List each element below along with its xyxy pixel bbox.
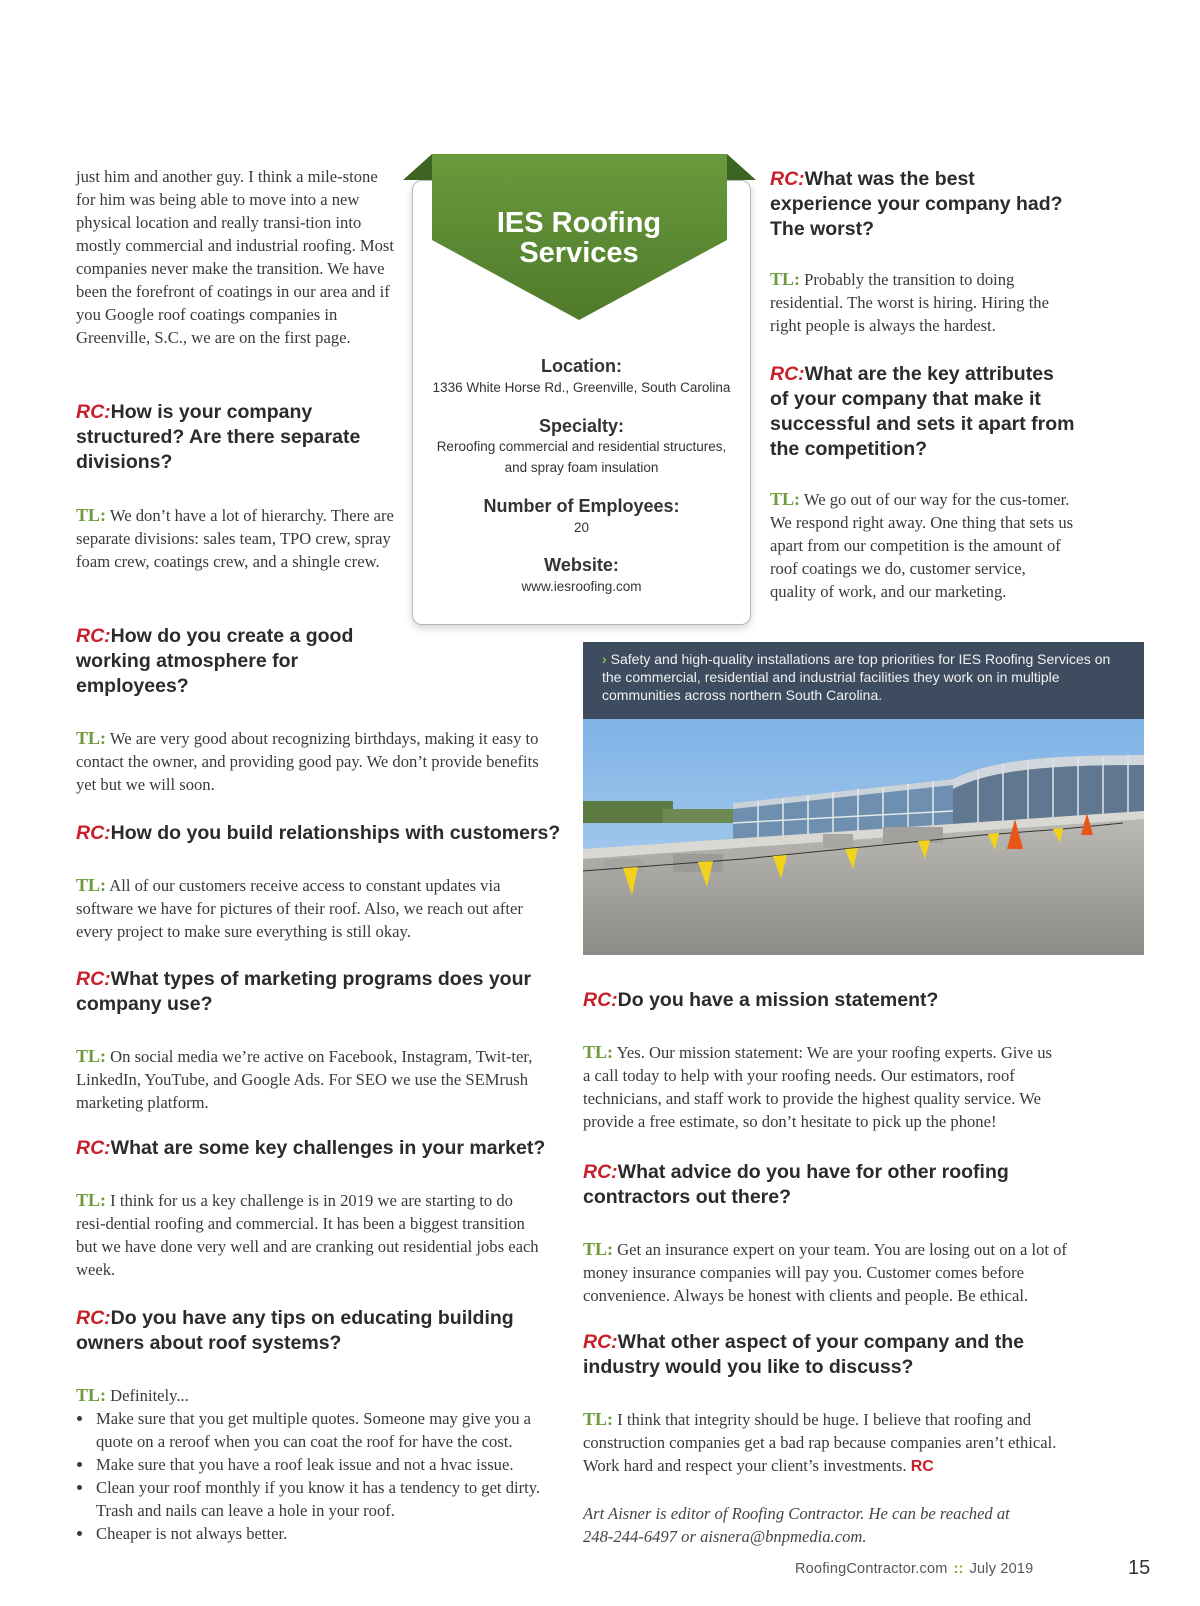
banner-title-line1: IES Roofing: [496, 207, 662, 239]
answer: TL: Yes. Our mission statement: We are your roofing experts. Give us a call today to help with your roofing needs. Our estimators, roof technicians, and staff work to provide the highest quality service. We provide a free estimate, so don’t hesitate to pick up the phone!: [583, 1042, 1052, 1131]
list-item: • Make sure that you have a roof leak issue and not a hvac issue.: [94, 1453, 564, 1476]
banner-fold-left: [403, 154, 432, 180]
location-label: Location:: [541, 356, 622, 376]
answer: TL: Definitely...: [76, 1385, 189, 1405]
answer: TL: I think for us a key challenge is in 2019 we are starting to do resi-dential roofing and commercial. It has been a biggest transition but we have done very well and are cranking out residential jobs each week.: [76, 1190, 539, 1279]
answer: TL: On social media we’re active on Facebook, Instagram, Twit-ter, LinkedIn, YouTube, and Google Ads. For SEO we use the SEMrush marketing platform.: [76, 1046, 533, 1112]
roof-photo: [583, 719, 1144, 955]
qa-other-aspect: [583, 1330, 1073, 1478]
question: RC:How do you create a good working atmosphere for employees?: [76, 625, 354, 697]
qa-atmosphere: [76, 624, 396, 699]
bio-line-2: 248-244-6497 or aisnera@bnpmedia.com.: [583, 1527, 867, 1546]
answer: TL: We don’t have a lot of hierarchy. There are separate divisions: sales team, TPO crew, spray foam crew, coatings crew, and a shingle crew.: [76, 505, 394, 571]
qa-structure: [76, 400, 396, 573]
end-mark: RC: [910, 1458, 934, 1475]
footer-issue: July 2019: [969, 1561, 1034, 1577]
answer: TL: All of our customers receive access to constant updates via software we have for pictures of their roof. Also, we reach out after every project to make sure everything is still okay.: [76, 875, 523, 941]
author-bio: [583, 1502, 1083, 1548]
qa-challenges: [76, 1136, 546, 1281]
website-label: Website:: [544, 555, 619, 575]
question: RC:How do you build relationships with customers?: [76, 822, 561, 844]
list-item: • Make sure that you get multiple quotes. Someone may give you a quote on a reroof when you can coat the roof for have the cost.: [94, 1407, 564, 1453]
qa-mission: [583, 988, 1063, 1133]
question: RC:Do you have a mission statement?: [583, 989, 939, 1011]
qa-best-experience: [770, 167, 1070, 337]
roof-photo-illustration: [583, 719, 1144, 955]
qa-marketing: [76, 967, 556, 1114]
bio-line-1: Art Aisner is editor of Roofing Contractor. He can be reached at: [583, 1504, 1010, 1523]
intro-paragraph: just him and another guy. I think a mile-stone for him was being able to move into a new physical location and really transi-tion into mostly commercial and industrial roofing. Most companies never make the transition. We have been the forefront of coatings in our area and if you Google roof coatings companies in Greenville, S.C., we are on the first page.: [76, 167, 394, 347]
banner-title-line2: Services: [519, 237, 639, 269]
footer-separator: ::: [953, 1561, 964, 1577]
photo-caption: › Safety and high-quality installations are top priorities for IES Roofing Services on the commercial, residential and industrial facilities they work on in multiple communities across northern South Carolina.: [583, 642, 1144, 720]
answer: TL: Probably the transition to doing residential. The worst is hiring. Hiring the right people is always the hardest.: [770, 269, 1049, 335]
answer: TL: Get an insurance expert on your team. You are losing out on a lot of money insurance companies will pay you. Customer comes before convenience. Always be honest with clients and people. Be ethical.: [583, 1239, 1067, 1305]
specialty-value-1: Reroofing commercial and residential structures,: [436, 439, 727, 454]
employees-value: 20: [573, 520, 590, 535]
answer: TL: I think that integrity should be huge. I believe that roofing and construction companies get a bad rap because companies aren’t ethical. Work hard and respect your client’s investments. RC: [583, 1409, 1057, 1475]
question: RC:What was the best experience your company had? The worst?: [770, 168, 1063, 240]
specialty-value-2: and spray foam insulation: [504, 460, 659, 475]
answer: TL: We go out of our way for the cus-tomer. We respond right away. One thing that sets us apart from our competition is the amount of roof coatings we do, customer service, quality of work, and our marketing.: [770, 489, 1074, 601]
question: RC:Do you have any tips on educating building owners about roof systems?: [76, 1307, 514, 1354]
qa-relationships: [76, 821, 576, 943]
qa-attributes: [770, 362, 1075, 603]
list-item: • Cheaper is not always better.: [94, 1522, 564, 1545]
left-column: [76, 165, 396, 349]
employees-label: Number of Employees:: [483, 496, 680, 516]
question: RC:How is your company structured? Are there separate divisions?: [76, 401, 361, 473]
page-footer: [795, 1561, 1033, 1577]
question: RC:What other aspect of your company and the industry would you like to discuss?: [583, 1331, 1024, 1378]
question: RC:What advice do you have for other roofing contractors out there?: [583, 1161, 1009, 1208]
qa-advice: [583, 1160, 1073, 1307]
answer-atmosphere: [76, 727, 546, 796]
list-item: • Clean your roof monthly if you know it has a tendency to get dirty. Trash and nails can leave a hole in your roof.: [94, 1476, 564, 1522]
question: RC:What are some key challenges in your market?: [76, 1137, 546, 1159]
qa-tips: [76, 1306, 556, 1545]
banner-fold-right: [727, 154, 756, 180]
title-banner: [403, 154, 756, 320]
page-number: 15: [1128, 1557, 1151, 1579]
question: RC:What are the key attributes of your company that make it successful and sets it apart from the competition?: [770, 363, 1075, 460]
tips-list: [76, 1407, 564, 1545]
question: RC:What types of marketing programs does your company use?: [76, 968, 532, 1015]
chevron-right-icon: ›: [602, 651, 607, 667]
website-value: www.iesroofing.com: [521, 579, 642, 594]
footer-site: RoofingContractor.com: [795, 1561, 948, 1577]
location-value: 1336 White Horse Rd., Greenville, South Carolina: [432, 380, 731, 395]
answer: TL: We are very good about recognizing birthdays, making it easy to contact the owner, and providing good pay. We don’t provide benefits yet but we will soon.: [76, 728, 539, 794]
specialty-label: Specialty:: [538, 416, 625, 436]
